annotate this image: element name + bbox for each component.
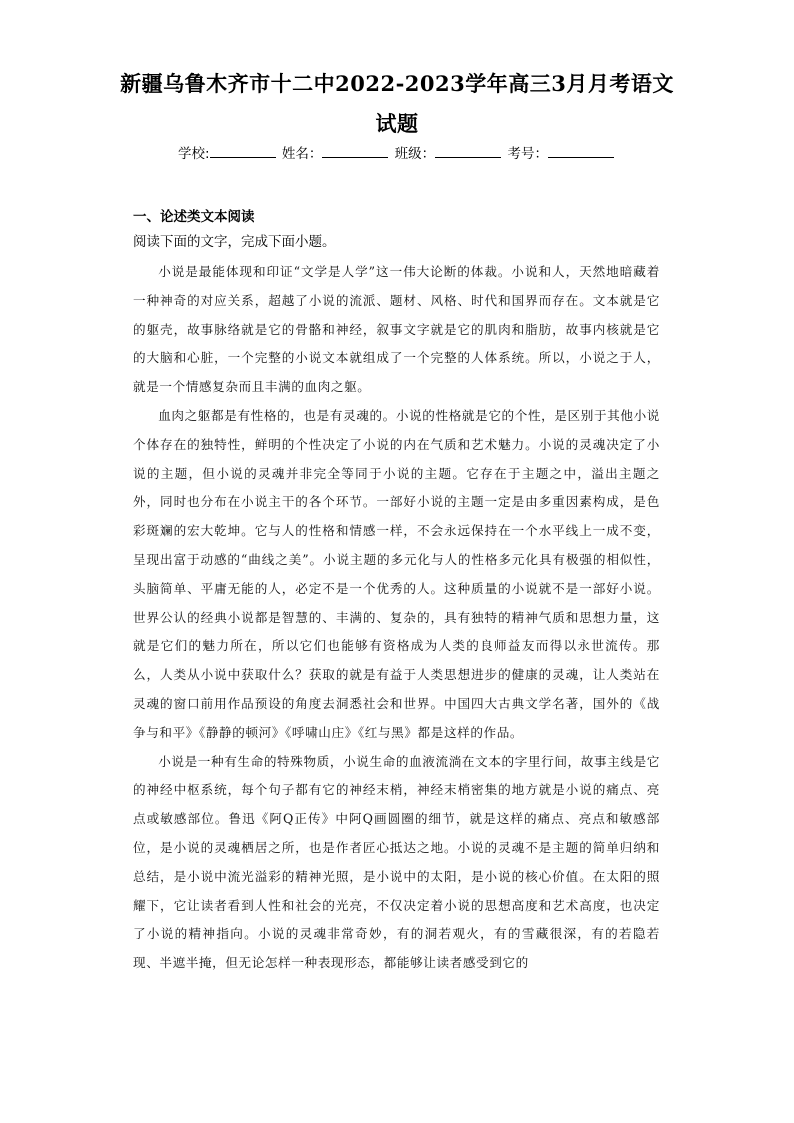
passage-paragraph-1: 小说是最能体现和印证“文学是人学”这一伟大论断的体裁。小说和人，天然地暗藏着一种神奇的对应关系，超越了小说的流派、题材、风格、时代和国界而存在。文本就是它的躯壳，故事脉络就是它的骨骼和神经，叙事文字就是它的肌肉和脂肪，故事内核就是它的大脑和心脏，一个完整的小说文本就组成了一个完整的人体系统。所以，小说之于人，就是一个情感复杂而且丰满的血肉之躯。 bbox=[133, 264, 660, 395]
name-label: 姓名： bbox=[281, 146, 323, 162]
student-info-line bbox=[120, 145, 674, 163]
class-label: 班级： bbox=[394, 146, 436, 162]
section-heading: 一、论述类文本阅读 bbox=[133, 209, 255, 225]
passage-paragraph-2: 血肉之躯都是有性格的，也是有灵魂的。小说的性格就是它的个性，是区别于其他小说个体存在的独特性，鲜明的个性决定了小说的内在气质和艺术魅力。小说的灵魂决定了小说的主题，但小说的灵魂并非完全等同于小说的主题。它存在于主题之中，溢出主题之外，同时也分布在小说主干的各个环节。一部好小说的主题一定是由多重因素构成，是色彩斑斓的宏大乾坤。它与人的性格和情感一样，不会永远保持在一个水平线上一成不变，呈现出富于动感的“曲线之美”。小说主题的多元化与人的性格多元化具有极强的相似性，头脑简单、平庸无能的人，必定不是一个优秀的人。这种质量的小说就不是一部好小说。世界公认的经典小说都是智慧的、丰满的、复杂的，具有独特的精神气质和思想力量，这就是它们的魅力所在，所以它们也能够有资格成为人类的良师益友而得以永世流传。那么，人类从小说中获取什么？获取的就是有益于人类思想进步的健康的灵魂，让人类站在灵魂的窗口前用作品预设的角度去洞悉社会和世界。中国四大古典文学名著，国外的《战争与和平》《静静的顿河》《呼啸山庄》《红与黑》都是这样的作品。 bbox=[133, 407, 660, 740]
number-label: 考号： bbox=[507, 146, 548, 162]
name-blank[interactable] bbox=[322, 145, 388, 158]
exam-title: 新疆乌鲁木齐市十二中2022-2023学年高三3月月考语文试题 bbox=[120, 71, 674, 136]
reading-passage bbox=[133, 258, 660, 978]
school-label: 学校: bbox=[178, 146, 210, 162]
passage-paragraph-3: 小说是一种有生命的特殊物质，小说生命的血液流淌在文本的字里行间，故事主线是它的神经中枢系统，每个句子都有它的神经末梢，神经末梢密集的地方就是小说的痛点、亮点或敏感部位。鲁迅《阿Q正传》中阿Q画圆圈的细节，就是这样的痛点、亮点和敏感部位，是小说的灵魂栖居之所，也是作者匠心抵达之地。小说的灵魂不是主题的简单归纳和总结，是小说中流光溢彩的精神光照，是小说中的太阳，是小说的核心价值。在太阳的照耀下，它让读者看到人性和社会的光亮，不仅决定着小说的思想高度和艺术高度，也决定了小说的精神指向。小说的灵魂非常奇妙，有的洞若观火，有的雪藏很深，有的若隐若现、半遮半掩，但无论怎样一种表现形态，都能够让读者感受到它的 bbox=[133, 753, 660, 971]
reading-instruction: 阅读下面的文字，完成下面小题。 bbox=[133, 234, 336, 250]
school-blank[interactable] bbox=[210, 145, 276, 158]
class-blank[interactable] bbox=[435, 145, 501, 158]
number-blank[interactable] bbox=[548, 145, 614, 158]
